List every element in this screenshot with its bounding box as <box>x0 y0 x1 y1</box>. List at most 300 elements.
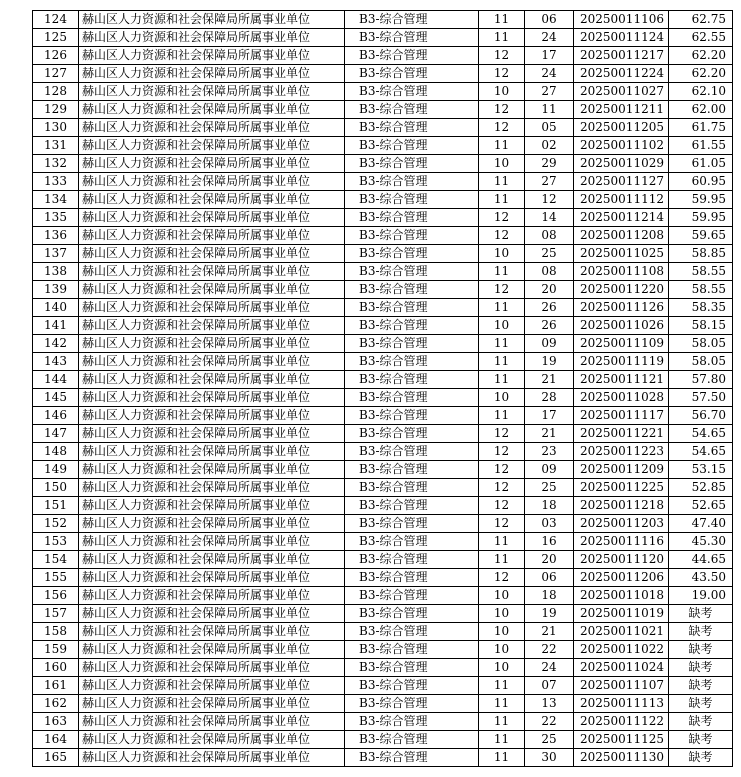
seat-number: 30 <box>525 749 574 767</box>
row-number: 145 <box>33 389 79 407</box>
exam-room: 12 <box>479 47 525 65</box>
exam-room: 12 <box>479 227 525 245</box>
table-row <box>33 119 733 137</box>
ticket-number: 20250011108 <box>574 263 669 281</box>
exam-room: 12 <box>479 479 525 497</box>
row-number: 134 <box>33 191 79 209</box>
written-score: 缺考 <box>669 677 733 695</box>
position-name: B3-综合管理 <box>345 245 479 263</box>
unit-name: 赫山区人力资源和社会保障局所属事业单位 <box>79 389 345 407</box>
unit-name: 赫山区人力资源和社会保障局所属事业单位 <box>79 479 345 497</box>
position-name: B3-综合管理 <box>345 605 479 623</box>
written-score: 19.00 <box>669 587 733 605</box>
written-score: 62.55 <box>669 29 733 47</box>
exam-room: 10 <box>479 587 525 605</box>
exam-room: 12 <box>479 65 525 83</box>
exam-room: 11 <box>479 29 525 47</box>
row-number: 129 <box>33 101 79 119</box>
exam-room: 11 <box>479 11 525 29</box>
written-score: 47.40 <box>669 515 733 533</box>
table-row <box>33 749 733 767</box>
written-score: 缺考 <box>669 659 733 677</box>
written-score: 45.30 <box>669 533 733 551</box>
table-row <box>33 227 733 245</box>
exam-room: 11 <box>479 191 525 209</box>
seat-number: 27 <box>525 173 574 191</box>
written-score: 62.10 <box>669 83 733 101</box>
exam-room: 11 <box>479 371 525 389</box>
exam-room: 10 <box>479 389 525 407</box>
seat-number: 17 <box>525 47 574 65</box>
position-name: B3-综合管理 <box>345 749 479 767</box>
position-name: B3-综合管理 <box>345 461 479 479</box>
row-number: 143 <box>33 353 79 371</box>
ticket-number: 20250011224 <box>574 65 669 83</box>
ticket-number: 20250011025 <box>574 245 669 263</box>
written-score: 缺考 <box>669 749 733 767</box>
row-number: 161 <box>33 677 79 695</box>
score-sheet <box>32 10 733 767</box>
seat-number: 19 <box>525 353 574 371</box>
row-number: 150 <box>33 479 79 497</box>
row-number: 140 <box>33 299 79 317</box>
ticket-number: 20250011203 <box>574 515 669 533</box>
unit-name: 赫山区人力资源和社会保障局所属事业单位 <box>79 137 345 155</box>
ticket-number: 20250011208 <box>574 227 669 245</box>
position-name: B3-综合管理 <box>345 11 479 29</box>
unit-name: 赫山区人力资源和社会保障局所属事业单位 <box>79 191 345 209</box>
ticket-number: 20250011107 <box>574 677 669 695</box>
written-score: 58.85 <box>669 245 733 263</box>
position-name: B3-综合管理 <box>345 209 479 227</box>
table-row <box>33 605 733 623</box>
table-row <box>33 623 733 641</box>
written-score: 62.20 <box>669 65 733 83</box>
position-name: B3-综合管理 <box>345 101 479 119</box>
row-number: 144 <box>33 371 79 389</box>
row-number: 162 <box>33 695 79 713</box>
seat-number: 09 <box>525 335 574 353</box>
table-row <box>33 425 733 443</box>
unit-name: 赫山区人力资源和社会保障局所属事业单位 <box>79 263 345 281</box>
position-name: B3-综合管理 <box>345 515 479 533</box>
written-score: 59.95 <box>669 191 733 209</box>
seat-number: 21 <box>525 425 574 443</box>
ticket-number: 20250011209 <box>574 461 669 479</box>
exam-room: 11 <box>479 551 525 569</box>
written-score: 缺考 <box>669 605 733 623</box>
table-row <box>33 209 733 227</box>
ticket-number: 20250011220 <box>574 281 669 299</box>
table-row <box>33 281 733 299</box>
row-number: 135 <box>33 209 79 227</box>
row-number: 139 <box>33 281 79 299</box>
written-score: 缺考 <box>669 731 733 749</box>
position-name: B3-综合管理 <box>345 155 479 173</box>
ticket-number: 20250011205 <box>574 119 669 137</box>
unit-name: 赫山区人力资源和社会保障局所属事业单位 <box>79 749 345 767</box>
position-name: B3-综合管理 <box>345 551 479 569</box>
ticket-number: 20250011102 <box>574 137 669 155</box>
seat-number: 19 <box>525 605 574 623</box>
seat-number: 29 <box>525 155 574 173</box>
row-number: 157 <box>33 605 79 623</box>
unit-name: 赫山区人力资源和社会保障局所属事业单位 <box>79 119 345 137</box>
ticket-number: 20250011117 <box>574 407 669 425</box>
unit-name: 赫山区人力资源和社会保障局所属事业单位 <box>79 83 345 101</box>
exam-room: 11 <box>479 353 525 371</box>
table-row <box>33 569 733 587</box>
written-score: 62.75 <box>669 11 733 29</box>
row-number: 146 <box>33 407 79 425</box>
unit-name: 赫山区人力资源和社会保障局所属事业单位 <box>79 533 345 551</box>
row-number: 141 <box>33 317 79 335</box>
exam-room: 10 <box>479 641 525 659</box>
written-score: 53.15 <box>669 461 733 479</box>
table-row <box>33 731 733 749</box>
seat-number: 08 <box>525 227 574 245</box>
table-row <box>33 371 733 389</box>
unit-name: 赫山区人力资源和社会保障局所属事业单位 <box>79 281 345 299</box>
ticket-number: 20250011218 <box>574 497 669 515</box>
ticket-number: 20250011130 <box>574 749 669 767</box>
ticket-number: 20250011119 <box>574 353 669 371</box>
seat-number: 05 <box>525 119 574 137</box>
unit-name: 赫山区人力资源和社会保障局所属事业单位 <box>79 209 345 227</box>
row-number: 132 <box>33 155 79 173</box>
unit-name: 赫山区人力资源和社会保障局所属事业单位 <box>79 515 345 533</box>
ticket-number: 20250011027 <box>574 83 669 101</box>
written-score: 59.95 <box>669 209 733 227</box>
ticket-number: 20250011206 <box>574 569 669 587</box>
unit-name: 赫山区人力资源和社会保障局所属事业单位 <box>79 227 345 245</box>
seat-number: 23 <box>525 443 574 461</box>
position-name: B3-综合管理 <box>345 83 479 101</box>
position-name: B3-综合管理 <box>345 227 479 245</box>
position-name: B3-综合管理 <box>345 443 479 461</box>
seat-number: 26 <box>525 317 574 335</box>
written-score: 52.65 <box>669 497 733 515</box>
unit-name: 赫山区人力资源和社会保障局所属事业单位 <box>79 65 345 83</box>
ticket-number: 20250011221 <box>574 425 669 443</box>
position-name: B3-综合管理 <box>345 299 479 317</box>
position-name: B3-综合管理 <box>345 317 479 335</box>
seat-number: 13 <box>525 695 574 713</box>
position-name: B3-综合管理 <box>345 353 479 371</box>
position-name: B3-综合管理 <box>345 533 479 551</box>
row-number: 127 <box>33 65 79 83</box>
table-row <box>33 173 733 191</box>
position-name: B3-综合管理 <box>345 335 479 353</box>
table-row <box>33 479 733 497</box>
position-name: B3-综合管理 <box>345 173 479 191</box>
table-row <box>33 587 733 605</box>
seat-number: 02 <box>525 137 574 155</box>
position-name: B3-综合管理 <box>345 281 479 299</box>
seat-number: 21 <box>525 623 574 641</box>
unit-name: 赫山区人力资源和社会保障局所属事业单位 <box>79 299 345 317</box>
row-number: 164 <box>33 731 79 749</box>
ticket-number: 20250011029 <box>574 155 669 173</box>
unit-name: 赫山区人力资源和社会保障局所属事业单位 <box>79 11 345 29</box>
exam-room: 11 <box>479 173 525 191</box>
row-number: 163 <box>33 713 79 731</box>
table-row <box>33 641 733 659</box>
seat-number: 08 <box>525 263 574 281</box>
seat-number: 24 <box>525 659 574 677</box>
exam-room: 12 <box>479 461 525 479</box>
written-score: 54.65 <box>669 425 733 443</box>
unit-name: 赫山区人力资源和社会保障局所属事业单位 <box>79 245 345 263</box>
exam-room: 11 <box>479 533 525 551</box>
unit-name: 赫山区人力资源和社会保障局所属事业单位 <box>79 47 345 65</box>
exam-room: 10 <box>479 623 525 641</box>
seat-number: 28 <box>525 389 574 407</box>
seat-number: 18 <box>525 587 574 605</box>
seat-number: 03 <box>525 515 574 533</box>
position-name: B3-综合管理 <box>345 497 479 515</box>
row-number: 155 <box>33 569 79 587</box>
position-name: B3-综合管理 <box>345 479 479 497</box>
row-number: 137 <box>33 245 79 263</box>
unit-name: 赫山区人力资源和社会保障局所属事业单位 <box>79 101 345 119</box>
written-score: 61.55 <box>669 137 733 155</box>
seat-number: 25 <box>525 731 574 749</box>
unit-name: 赫山区人力资源和社会保障局所属事业单位 <box>79 695 345 713</box>
ticket-number: 20250011026 <box>574 317 669 335</box>
ticket-number: 20250011223 <box>574 443 669 461</box>
written-score: 60.95 <box>669 173 733 191</box>
position-name: B3-综合管理 <box>345 371 479 389</box>
table-row <box>33 47 733 65</box>
unit-name: 赫山区人力资源和社会保障局所属事业单位 <box>79 425 345 443</box>
unit-name: 赫山区人力资源和社会保障局所属事业单位 <box>79 461 345 479</box>
written-score: 57.50 <box>669 389 733 407</box>
exam-room: 10 <box>479 83 525 101</box>
row-number: 151 <box>33 497 79 515</box>
exam-room: 11 <box>479 749 525 767</box>
seat-number: 20 <box>525 281 574 299</box>
row-number: 126 <box>33 47 79 65</box>
row-number: 133 <box>33 173 79 191</box>
seat-number: 06 <box>525 11 574 29</box>
ticket-number: 20250011214 <box>574 209 669 227</box>
ticket-number: 20250011109 <box>574 335 669 353</box>
row-number: 153 <box>33 533 79 551</box>
exam-room: 12 <box>479 281 525 299</box>
table-row <box>33 659 733 677</box>
seat-number: 16 <box>525 533 574 551</box>
exam-room: 10 <box>479 245 525 263</box>
table-row <box>33 695 733 713</box>
unit-name: 赫山区人力资源和社会保障局所属事业单位 <box>79 443 345 461</box>
unit-name: 赫山区人力资源和社会保障局所属事业单位 <box>79 569 345 587</box>
table-row <box>33 11 733 29</box>
written-score: 58.35 <box>669 299 733 317</box>
exam-room: 12 <box>479 119 525 137</box>
ticket-number: 20250011211 <box>574 101 669 119</box>
ticket-number: 20250011225 <box>574 479 669 497</box>
seat-number: 06 <box>525 569 574 587</box>
score-table <box>32 10 733 767</box>
unit-name: 赫山区人力资源和社会保障局所属事业单位 <box>79 335 345 353</box>
written-score: 54.65 <box>669 443 733 461</box>
written-score: 61.05 <box>669 155 733 173</box>
seat-number: 22 <box>525 713 574 731</box>
position-name: B3-综合管理 <box>345 191 479 209</box>
ticket-number: 20250011121 <box>574 371 669 389</box>
row-number: 159 <box>33 641 79 659</box>
written-score: 缺考 <box>669 641 733 659</box>
table-row <box>33 317 733 335</box>
row-number: 147 <box>33 425 79 443</box>
table-row <box>33 515 733 533</box>
table-row <box>33 533 733 551</box>
exam-room: 11 <box>479 731 525 749</box>
position-name: B3-综合管理 <box>345 29 479 47</box>
exam-room: 11 <box>479 695 525 713</box>
position-name: B3-综合管理 <box>345 731 479 749</box>
position-name: B3-综合管理 <box>345 659 479 677</box>
position-name: B3-综合管理 <box>345 389 479 407</box>
written-score: 缺考 <box>669 623 733 641</box>
exam-room: 11 <box>479 677 525 695</box>
written-score: 58.05 <box>669 335 733 353</box>
exam-room: 11 <box>479 407 525 425</box>
written-score: 43.50 <box>669 569 733 587</box>
ticket-number: 20250011021 <box>574 623 669 641</box>
written-score: 62.00 <box>669 101 733 119</box>
ticket-number: 20250011120 <box>574 551 669 569</box>
position-name: B3-综合管理 <box>345 623 479 641</box>
table-row <box>33 407 733 425</box>
seat-number: 17 <box>525 407 574 425</box>
row-number: 125 <box>33 29 79 47</box>
unit-name: 赫山区人力资源和社会保障局所属事业单位 <box>79 317 345 335</box>
seat-number: 21 <box>525 371 574 389</box>
row-number: 128 <box>33 83 79 101</box>
table-row <box>33 245 733 263</box>
ticket-number: 20250011018 <box>574 587 669 605</box>
row-number: 165 <box>33 749 79 767</box>
seat-number: 09 <box>525 461 574 479</box>
ticket-number: 20250011124 <box>574 29 669 47</box>
seat-number: 22 <box>525 641 574 659</box>
ticket-number: 20250011024 <box>574 659 669 677</box>
written-score: 61.75 <box>669 119 733 137</box>
ticket-number: 20250011019 <box>574 605 669 623</box>
table-row <box>33 443 733 461</box>
row-number: 158 <box>33 623 79 641</box>
position-name: B3-综合管理 <box>345 65 479 83</box>
row-number: 131 <box>33 137 79 155</box>
row-number: 148 <box>33 443 79 461</box>
written-score: 缺考 <box>669 695 733 713</box>
unit-name: 赫山区人力资源和社会保障局所属事业单位 <box>79 497 345 515</box>
written-score: 59.65 <box>669 227 733 245</box>
exam-room: 11 <box>479 263 525 281</box>
written-score: 缺考 <box>669 713 733 731</box>
table-row <box>33 263 733 281</box>
unit-name: 赫山区人力资源和社会保障局所属事业单位 <box>79 353 345 371</box>
exam-room: 10 <box>479 659 525 677</box>
row-number: 154 <box>33 551 79 569</box>
position-name: B3-综合管理 <box>345 587 479 605</box>
exam-room: 12 <box>479 101 525 119</box>
position-name: B3-综合管理 <box>345 119 479 137</box>
written-score: 58.55 <box>669 281 733 299</box>
table-row <box>33 155 733 173</box>
seat-number: 11 <box>525 101 574 119</box>
exam-room: 11 <box>479 335 525 353</box>
table-row <box>33 389 733 407</box>
position-name: B3-综合管理 <box>345 641 479 659</box>
ticket-number: 20250011022 <box>574 641 669 659</box>
table-row <box>33 65 733 83</box>
exam-room: 12 <box>479 425 525 443</box>
position-name: B3-综合管理 <box>345 695 479 713</box>
seat-number: 26 <box>525 299 574 317</box>
seat-number: 12 <box>525 191 574 209</box>
written-score: 62.20 <box>669 47 733 65</box>
position-name: B3-综合管理 <box>345 263 479 281</box>
ticket-number: 20250011127 <box>574 173 669 191</box>
exam-room: 12 <box>479 497 525 515</box>
ticket-number: 20250011122 <box>574 713 669 731</box>
unit-name: 赫山区人力资源和社会保障局所属事业单位 <box>79 587 345 605</box>
seat-number: 20 <box>525 551 574 569</box>
table-row <box>33 335 733 353</box>
row-number: 156 <box>33 587 79 605</box>
table-row <box>33 299 733 317</box>
unit-name: 赫山区人力资源和社会保障局所属事业单位 <box>79 659 345 677</box>
ticket-number: 20250011028 <box>574 389 669 407</box>
written-score: 52.85 <box>669 479 733 497</box>
row-number: 142 <box>33 335 79 353</box>
ticket-number: 20250011126 <box>574 299 669 317</box>
position-name: B3-综合管理 <box>345 425 479 443</box>
row-number: 130 <box>33 119 79 137</box>
written-score: 56.70 <box>669 407 733 425</box>
seat-number: 27 <box>525 83 574 101</box>
unit-name: 赫山区人力资源和社会保障局所属事业单位 <box>79 407 345 425</box>
row-number: 124 <box>33 11 79 29</box>
table-row <box>33 551 733 569</box>
exam-room: 12 <box>479 443 525 461</box>
seat-number: 07 <box>525 677 574 695</box>
seat-number: 24 <box>525 29 574 47</box>
written-score: 58.55 <box>669 263 733 281</box>
row-number: 152 <box>33 515 79 533</box>
position-name: B3-综合管理 <box>345 137 479 155</box>
unit-name: 赫山区人力资源和社会保障局所属事业单位 <box>79 623 345 641</box>
written-score: 57.80 <box>669 371 733 389</box>
table-row <box>33 713 733 731</box>
ticket-number: 20250011116 <box>574 533 669 551</box>
unit-name: 赫山区人力资源和社会保障局所属事业单位 <box>79 371 345 389</box>
exam-room: 10 <box>479 155 525 173</box>
exam-room: 10 <box>479 605 525 623</box>
unit-name: 赫山区人力资源和社会保障局所属事业单位 <box>79 731 345 749</box>
seat-number: 25 <box>525 479 574 497</box>
table-row <box>33 137 733 155</box>
row-number: 160 <box>33 659 79 677</box>
row-number: 149 <box>33 461 79 479</box>
exam-room: 12 <box>479 569 525 587</box>
exam-room: 12 <box>479 515 525 533</box>
unit-name: 赫山区人力资源和社会保障局所属事业单位 <box>79 677 345 695</box>
table-row <box>33 83 733 101</box>
